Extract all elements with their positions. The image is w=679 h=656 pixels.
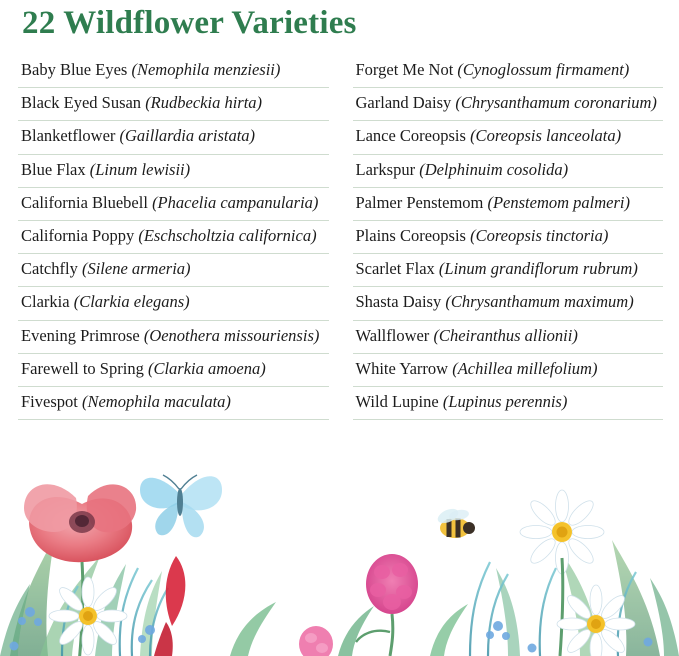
scientific-name: (Cheiranthus allionii) <box>433 325 578 345</box>
common-name: Shasta Daisy <box>355 292 442 312</box>
list-item <box>18 55 329 88</box>
common-name: Farewell to Spring <box>21 358 144 378</box>
list-item <box>353 121 664 154</box>
bumblebee <box>435 506 475 538</box>
poppy-flower <box>24 484 136 656</box>
scientific-name: (Eschscholtzia californica) <box>138 225 317 245</box>
wildflower-border-illustration <box>0 416 679 656</box>
list-item <box>18 254 329 287</box>
common-name: Blue Flax <box>21 159 86 179</box>
common-name: Clarkia <box>21 292 70 312</box>
common-name: Blanketflower <box>21 126 116 146</box>
common-name: Garland Daisy <box>355 93 452 113</box>
list-item <box>18 88 329 121</box>
list-item <box>353 387 664 420</box>
list-item <box>353 188 664 221</box>
daisy-right-upper <box>520 490 604 656</box>
greenery-left <box>0 536 162 656</box>
list-item <box>18 354 329 387</box>
scientific-name: (Silene armeria) <box>81 259 191 279</box>
common-name: Forget Me Not <box>355 60 454 79</box>
common-name: Plains Coreopsis <box>355 225 466 245</box>
clover-flower <box>356 554 418 656</box>
common-name: Larkspur <box>355 159 416 179</box>
clover-flower-small <box>299 626 333 656</box>
red-accent-petal <box>154 556 185 656</box>
common-name: California Bluebell <box>21 192 148 212</box>
list-item <box>18 221 329 254</box>
variety-list <box>18 55 663 420</box>
scientific-name: (Nemophila maculata) <box>81 391 231 411</box>
bottom-foliage <box>230 602 468 656</box>
common-name: Evening Primrose <box>21 325 140 345</box>
list-item <box>18 155 329 188</box>
list-item <box>353 254 664 287</box>
scientific-name: (Phacelia campanularia) <box>152 192 319 212</box>
common-name: Wallflower <box>355 325 430 345</box>
scientific-name: (Cynoglossum firmament) <box>457 60 630 79</box>
daisy-left <box>49 577 127 655</box>
small-blue-flowers-right <box>486 621 653 653</box>
teal-stems-right <box>470 562 636 656</box>
common-name: Palmer Penstemom <box>355 192 484 212</box>
common-name: Catchfly <box>21 259 78 279</box>
scientific-name: (Oenothera missouriensis) <box>143 325 320 345</box>
scientific-name: (Lupinus perennis) <box>442 391 568 411</box>
scientific-name: (Gaillardia aristata) <box>119 126 256 146</box>
scientific-name: (Rudbeckia hirta) <box>145 93 263 113</box>
scientific-name: (Chrysanthamum coronarium) <box>455 93 657 113</box>
list-item <box>353 55 664 88</box>
list-item <box>353 354 664 387</box>
variety-column-left <box>18 55 341 420</box>
teal-stems-left <box>62 568 168 656</box>
list-item <box>353 88 664 121</box>
list-item <box>18 121 329 154</box>
list-item <box>18 387 329 420</box>
small-blue-flowers-left <box>10 607 156 651</box>
list-item <box>18 321 329 354</box>
daisy-right-lower <box>557 585 635 656</box>
list-item <box>18 188 329 221</box>
scientific-name: (Linum lewisii) <box>89 159 191 179</box>
list-item <box>353 221 664 254</box>
greenery-right <box>496 540 679 656</box>
scientific-name: (Coreopsis lanceolata) <box>470 126 622 146</box>
common-name: Black Eyed Susan <box>21 93 142 113</box>
scientific-name: (Clarkia elegans) <box>73 292 190 312</box>
scientific-name: (Delphinuim cosolida) <box>419 159 569 179</box>
list-item <box>353 287 664 320</box>
common-name: Wild Lupine <box>355 391 439 411</box>
scientific-name: (Clarkia amoena) <box>147 358 266 378</box>
common-name: Baby Blue Eyes <box>21 60 128 79</box>
list-item <box>18 287 329 320</box>
common-name: California Poppy <box>21 225 135 245</box>
list-item <box>353 321 664 354</box>
page-title: 22 Wildflower Varieties <box>22 5 357 41</box>
butterfly <box>140 475 222 537</box>
scientific-name: (Coreopsis tinctoria) <box>470 225 609 245</box>
common-name: White Yarrow <box>355 358 449 378</box>
scientific-name: (Chrysanthamum maximum) <box>445 292 634 312</box>
list-item <box>353 155 664 188</box>
common-name: Lance Coreopsis <box>355 126 466 146</box>
scientific-name: (Linum grandiflorum rubrum) <box>438 259 638 279</box>
scientific-name: (Penstemom palmeri) <box>487 192 630 212</box>
variety-column-right <box>341 55 664 420</box>
common-name: Fivespot <box>21 391 78 411</box>
scientific-name: (Nemophila menziesii) <box>131 60 281 79</box>
scientific-name: (Achillea millefolium) <box>452 358 598 378</box>
common-name: Scarlet Flax <box>355 259 435 279</box>
